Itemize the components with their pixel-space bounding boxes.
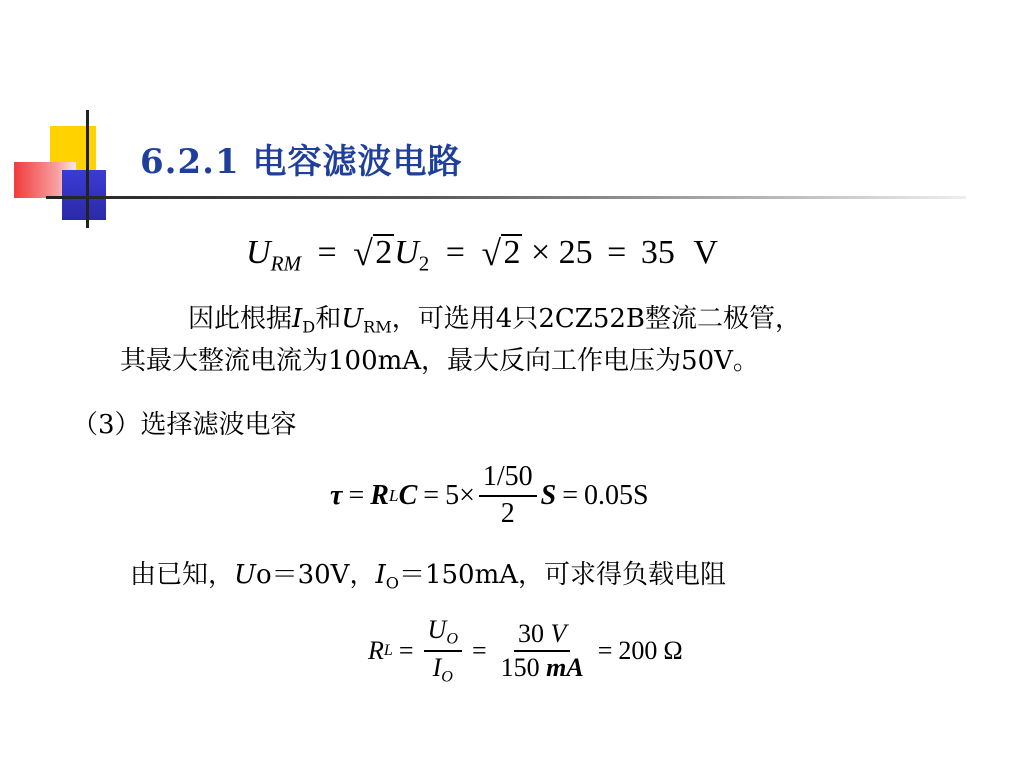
- eq2-tau: τ: [330, 479, 343, 511]
- eq3-unit: Ω: [663, 636, 683, 666]
- eq1-var2: U: [394, 234, 419, 271]
- eq2-op3: =: [562, 479, 579, 511]
- eq2-op2: =: [423, 479, 440, 511]
- eq3-op3: =: [597, 636, 613, 666]
- eq2-frac-num: 1/50: [479, 462, 537, 497]
- eq3-op2: =: [471, 636, 487, 666]
- eq1-unit: V: [693, 234, 718, 271]
- title-underline: [46, 196, 966, 199]
- eq1-op3: =: [607, 234, 627, 271]
- paragraph-load-resistance: 由已知，Uo＝30V，$I_O=150mA$，可求得负载电阻: [130, 560, 727, 593]
- eq2-op1: =: [348, 479, 365, 511]
- eq2-five: 5: [445, 479, 460, 511]
- para2-var2: I: [375, 560, 386, 590]
- eq1-times: ×: [530, 234, 551, 271]
- eq2-c: C: [398, 479, 418, 511]
- eq3-fraction1: [424, 616, 462, 687]
- para1-var1: I: [292, 304, 303, 334]
- paragraph-diode-selection-line2: 其最大整流电流为100mA，最大反向工作电压为50V。: [120, 346, 759, 376]
- eq1-op1: =: [317, 234, 337, 271]
- eq2-r: R: [370, 479, 389, 511]
- eq3-f1-den-var: I: [432, 653, 442, 683]
- eq3-f1-num-sub: O: [446, 630, 458, 648]
- eq2-fraction: [479, 462, 537, 530]
- para1-var1-sub: D: [302, 317, 316, 337]
- eq1-sqrt2: √ 2: [481, 233, 521, 273]
- para1-var2-sub: RM: [363, 317, 392, 337]
- para2-var1: U: [234, 560, 256, 590]
- eq2-unit: S: [633, 479, 649, 511]
- eq3-r: R: [368, 636, 384, 666]
- eq1-sqrt1: √ 2: [353, 233, 393, 273]
- eq3-fraction2: [497, 620, 588, 683]
- equation-urm: [246, 234, 718, 276]
- eq3-f2-num-unit: V: [550, 618, 567, 648]
- ornament-blue-square: [62, 170, 106, 220]
- eq3-f1-num-var: U: [427, 615, 447, 644]
- step3-heading: （3）选择滤波电容: [72, 410, 297, 440]
- eq3-result: 200: [618, 636, 658, 666]
- eq2-s: S: [540, 479, 557, 511]
- equation-rl: [368, 616, 683, 687]
- eq3-f2-num-val: 30: [517, 618, 544, 648]
- eq1-result: 35: [640, 234, 675, 271]
- para1-var2: U: [341, 304, 364, 334]
- eq1-lhs-var: U: [246, 234, 271, 271]
- eq3-f2-den-unit: mA: [546, 653, 584, 683]
- eq1-var2-sub: 2: [418, 251, 430, 276]
- eq3-r-sub: L: [383, 642, 393, 660]
- ornament-vertical-line: [86, 110, 89, 228]
- paragraph-diode-selection-line1: 因此根据$I_D$和$U_{RM}$，可选用4只2CZ52B整流二极管，: [188, 304, 802, 337]
- eq2-times: ×: [459, 479, 475, 511]
- eq3-f1-den-sub: O: [441, 669, 453, 687]
- eq1-op2: =: [445, 234, 465, 271]
- equation-tau: [330, 462, 649, 530]
- slide-title: 6.2.1 电容滤波电路: [140, 142, 463, 182]
- eq1-lhs-sub: RM: [270, 251, 301, 276]
- eq3-op1: =: [398, 636, 414, 666]
- eq1-num25: 25: [558, 234, 593, 271]
- eq3-f2-den-val: 150: [500, 653, 540, 683]
- eq2-r-sub: L: [388, 485, 399, 505]
- para2-var2-sub: O: [385, 573, 399, 593]
- eq2-frac-den: 2: [500, 497, 515, 529]
- eq2-result: 0.05: [584, 479, 634, 511]
